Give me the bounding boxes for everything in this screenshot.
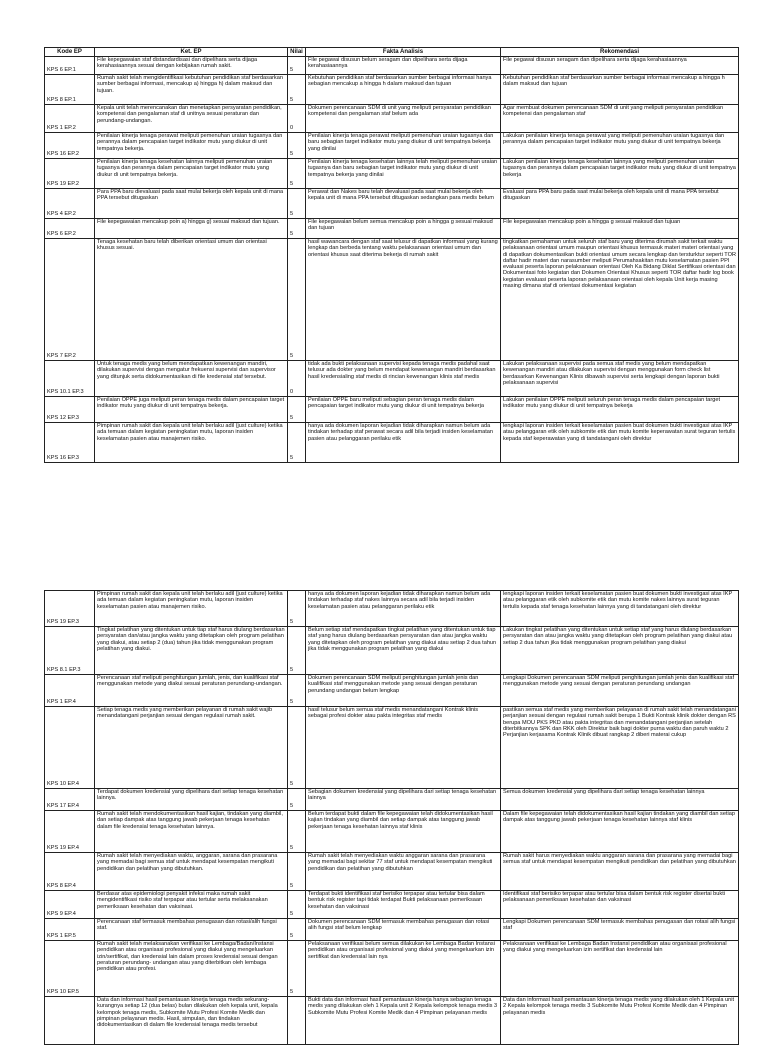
finding-cell: Penilaian OPPE baru meliputi sebagian peran tenaga medis dalam pencapaian target indikator mutu yang diukur di unit tempatnya bekerja [306, 397, 501, 423]
table-row [45, 423, 739, 463]
ep-code-cell: KPS 12 EP.3 [45, 397, 95, 423]
ep-code-cell: KPS 8 EP.1 [45, 75, 95, 105]
header-rekomendasi: Rekomendasi [501, 48, 739, 57]
ep-code-cell: KPS 8 EP.4 [45, 853, 95, 891]
ep-description-cell: Rumah sakit telah mengidentifikasi kebutuhan pendidikan staf berdasarkan sumber berbagai informasi, mencakup a) hingga h) dalam maksud dan tujuan. [95, 75, 288, 105]
header-ket-ep: Ket. EP [95, 48, 288, 57]
recommendation-cell: Lakukan penilaian OPPE meliputi seluruh peran tenaga medis dalam pencapaian target indikator mutu yang diukur di unit tempatnya bekerja [501, 397, 739, 423]
ep-description-cell: Terdapat dokumen kredensial yang dipelihara dari setiap tenaga kesehatan lainnya. [95, 789, 288, 811]
table-row [45, 591, 739, 627]
finding-cell: Pelaksanaan verifikasi belum semua dilakukan ke Lembaga Badan Instansi pendidikan atau organisasi profesional yang diakui yang mengeluarkan izin sertifikat dan kredensial lain nya [306, 941, 501, 997]
ep-description-cell: Data dan informasi hasil pemantauan kinerja tenaga medis sekurang-kurangnya setiap 12 (dua belas) bulan dilakukan oleh kepala unit, kepala kelompok tenaga medis, Subkomite Mutu Profesi Komite Medik dan pimpinan pelayanan medis. Hasil, simpulan, dan tindakan didokumentasikan di dalam file kredensial tenaga medis tersebut [95, 997, 288, 1045]
table-row [45, 675, 739, 707]
ep-description-cell: Rumah sakit telah melaksanakan verifikasi ke Lembaga/Badan/Instansi pendidikan atau organisasi profesional yang diakui yang mengeluarkan izin/sertifikat, dan kredensial lain dalam proses kredensial sesuai dengan peraturan perundang- undangan atau yang diterbitkan oleh lembaga pendidikan atau profesi. [95, 941, 288, 997]
table-row [45, 707, 739, 789]
score-cell [288, 997, 306, 1045]
recommendation-cell: Agar membuat dokumen perencanaan SDM di unit yang meliputi persyaratan pendidikan kompetensi dan pengalaman staf [501, 105, 739, 133]
finding-cell: Perawat dan Nakes baru telah dievaluasi pada saat mulai bekerja oleh kepala unit di mana PPA tersebut ditugaskan sedangkan para medis belum [306, 189, 501, 219]
ep-description-cell: Perencanaan staf termasuk membahas penugasan dan rotasi/alih fungsi staf. [95, 919, 288, 941]
score-cell: 5 [288, 941, 306, 997]
ep-code-cell: KPS 1 EP.4 [45, 675, 95, 707]
ep-code-cell: KPS 19 EP.4 [45, 811, 95, 853]
recommendation-cell: Lakukan tingkat pelatihan yang ditentukan untuk setiap staf yang harus diulang berdasarkan persyaratan dan atau jangka waktu yang ditetapkan oleh program pelatihan yang diakui atau setiap 2 dua tahun jika tidak menggunakan program pelatihan yang diakui [501, 627, 739, 675]
recommendation-cell: Semua dokumen kredensial yang dipelihara dari setiap tenaga kesehatan lainnya [501, 789, 739, 811]
finding-cell: File pegawai disusun belum seragam dan dipelihara serta dijaga kerahasiaannya [306, 57, 501, 75]
header-fakta-analisis: Fakta Analisis [306, 48, 501, 57]
recommendation-cell: Lengkapi Dokumen perencanaan SDM termasuk membahas penugasan dan rotasi alih fungsi staf [501, 919, 739, 941]
ep-description-cell: Berdasar atas epidemiologi penyakit infeksi maka rumah sakit mengidentifikasi risiko staf terpapar atau tertular serta melaksanakan pemeriksaan kesehatan dan vaksinasi. [95, 891, 288, 919]
recommendation-cell: Lakukan penilaian kinerja tenaga perawat yang meliputi pemenuhan uraian tugasnya dan perannya dalam pencapaian target indikator mutu yang diukur di unit tempatnya bekerja [501, 133, 739, 159]
score-cell: 0 [288, 105, 306, 133]
ep-description-cell: Rumah sakit telah mendokumentasikan hasil kajian, tindakan yang diambil, dan setiap dampak atas tanggung jawab pekerjaan tenaga kesehatan dalam file kredensial tenaga kesehatan lainnya. [95, 811, 288, 853]
recommendation-cell: Pelaksanaan verifikasi ke Lembaga Badan Instansi pendidikan atau organisasi profesional yang diakui yang mengeluarkan izin sertifikat dan kredensial lain [501, 941, 739, 997]
table-row [45, 853, 739, 891]
recommendation-cell: Dalam file kepegawaian telah didokumentasikan hasil kajian tindakan yang diambil dan setiap dampak atas tanggung jawab pekerjaan tenaga kesehatan lainnya staf klinis [501, 811, 739, 853]
ep-description-cell: Penilaian kinerja tenaga kesehatan lainnya meliputi pemenuhan uraian tugasnya dan perannya dalam pencapaian target indikator mutu yang diukur di unit tempatnya bekerja. [95, 159, 288, 189]
recommendation-cell: lengkapi laporan insiden terkait keselamatan pasien buat dokumen bukti investigasi atas IKP atau pelanggaran etik oleh subkomite etik dan mutu komite keperawatan surat teguran tertulis kepada staf keperawatan yang di tandatangani oleh direktur [501, 423, 739, 463]
ep-code-cell: KPS 10 EP.5 [45, 941, 95, 997]
score-cell: 5 [288, 423, 306, 463]
ep-code-cell: KPS 1 EP.2 [45, 105, 95, 133]
recommendation-cell: Lengkapi Dokumen perencanaan SDM meliputi penghitungan jumlah jenis dan kualifikasi staf menggunakan metode yang sesuai dengan peraturan perundang undangan [501, 675, 739, 707]
recommendation-cell: pastikan semua staf medis yang memberikan pelayanan di rumah sakit telah menandatangani perjanjian sesuai dengan regulasi rumah sakit berupa 1 Bukti Kontrak klinik dokter dengan RS berupa MOU PKS PKD atau pakta integritas dan menandatangani perjanjian setelah diterbitkannya SPK dan RKK oleh Direktur baik bagi dokter purna waktu dan paruh waktu 2 Perjanjian kerjasama Kontrak Klinik dibuat rangkap 2 diberi materai cukup [501, 707, 739, 789]
recommendation-cell: Kebutuhan pendidikan staf berdasarkan sumber berbagai informasi mencakup a hingga h dalam maksud dan tujuan [501, 75, 739, 105]
finding-cell: Penilaian kinerja tenaga kesehatan lainnya telah meliputi pemenuhan uraian tugasnya dan baru sebagian target indikator mutu yang diukur di unit tempatnya bekerja yang dinilai [306, 159, 501, 189]
table-row [45, 105, 739, 133]
header-nilai: Nilai [288, 48, 306, 57]
table-row [45, 189, 739, 219]
finding-cell: tidak ada bukti pelaksanaan supervisi kepada tenaga medis padahal saat telusur ada dokter yang belum mendapat kewenangan mandiri berdasarkan hasil kredensialing staf medis di rincian kewenangan klinis staf medis [306, 361, 501, 397]
finding-cell: Penilaian kinerja tenaga perawat meliputi pemenuhan uraian tugasnya dan baru sebagian target indikator mutu yang diukur di unit tempatnya bekerja yang dinilai [306, 133, 501, 159]
score-cell: 5 [288, 57, 306, 75]
recommendation-cell: Identifikasi staf berisiko terpapar atau tertular bisa dalam bentuk risk register disertai bukti pelaksanaan pemeriksaan kesehatan dan vaksinasi [501, 891, 739, 919]
recommendation-cell: Data dan informasi hasil pemantauan kinerja tenaga medis yang dilakukan oleh 1 Kepala unit 2 Kepala kelompok tenaga medis 3 Subkomite Mutu Profesi Komite Medik dan 4 Pimpinan pelayanan medis [501, 997, 739, 1045]
table-row [45, 997, 739, 1045]
finding-cell: File kepegawaian belum semua mencakup poin a hingga g sesuai maksud dan tujuan [306, 219, 501, 239]
ep-code-cell: KPS 10.1 EP.3 [45, 361, 95, 397]
ep-description-cell: Penilaian OPPE juga meliputi peran tenaga medis dalam pencapaian target indikator mutu yang diukur di unit tempatnya bekerja. [95, 397, 288, 423]
findings-table-top [44, 47, 739, 463]
finding-cell: Kebutuhan pendidikan staf berdasarkan sumber berbagai informasi hanya sebagian mencakup a hingga h dalam maksud dan tujuan [306, 75, 501, 105]
score-cell: 5 [288, 811, 306, 853]
finding-cell: hasil telusur belum semua staf medis menandatangani Kontrak klinis sebagai profesi dokter atau pakta integritas staf medis [306, 707, 501, 789]
ep-code-cell: KPS 16 EP.3 [45, 423, 95, 463]
finding-cell: Sebagian dokumen kredensial yang dipelihara dari setiap tenaga kesehatan lainnya [306, 789, 501, 811]
header-row [45, 48, 739, 57]
score-cell: 5 [288, 397, 306, 423]
ep-description-cell: Tingkat pelatihan yang ditentukan untuk tiap staf harus diulang berdasarkan persyaratan dan/atau jangka waktu yang ditetapkan oleh program pelatihan yang diakui, atau setiap 2 (dua) tahun jika tidak menggunakan program pelatihan yang diakui. [95, 627, 288, 675]
score-cell: 5 [288, 919, 306, 941]
score-cell: 5 [288, 675, 306, 707]
table-row [45, 75, 739, 105]
finding-cell: Belum setiap staf mendapatkan tingkat pelatihan yang ditentukan untuk tiap staf yang harus diulang berdasarkan persyaratan dan atau jangka waktu yang ditetapkan oleh program pelatihan yang diakui atau setiap 2 dua tahun jika tidak menggunakan program pelatihan yang diakui [306, 627, 501, 675]
score-cell: 0 [288, 361, 306, 397]
table-row [45, 219, 739, 239]
ep-code-cell: KPS 8.1 EP.3 [45, 627, 95, 675]
ep-description-cell: Pimpinan rumah sakit dan kepala unit telah berlaku adil (just culture) ketika ada temuan dalam kegiatan peningkatan mutu, laporan insiden keselamatan pasien atau manajemen risiko. [95, 423, 288, 463]
ep-code-cell: KPS 4 EP.2 [45, 189, 95, 219]
score-cell: 5 [288, 133, 306, 159]
table-row [45, 891, 739, 919]
recommendation-cell: lengkapi laporan insiden terkait keselamatan pasien buat dokumen bukti investigasi atas IKP atau pelanggaran etik oleh subkomite etik dan mutu komite nakes lainnya surat teguran tertulis kepada staf tenaga kesehatan lainnya yang di tandatangani oleh direktur [501, 591, 739, 627]
ep-description-cell: Perencanaan staf meliputi penghitungan jumlah, jenis, dan kualifikasi staf menggunakan metode yang diakui sesuai peraturan perundang-undangan. [95, 675, 288, 707]
table-row [45, 57, 739, 75]
score-cell: 5 [288, 627, 306, 675]
finding-cell: Belum terdapat bukti dalam file kepegawaian telah didokumentasikan hasil kajian tindakan yang diambil dan setiap dampak atas tanggung jawab pekerjaan tenaga kesehatan lainnya staf klinis [306, 811, 501, 853]
finding-cell: Rumah sakit telah menyediakan waktu anggaran sarana dan prasarana yang memadai bagi sekitar 77 staf untuk mendapat kesempatan mengikuti pendidikan dan pelatihan yang dibutuhkan [306, 853, 501, 891]
ep-code-cell: KPS 10 EP.4 [45, 707, 95, 789]
ep-code-cell: KPS 6 EP.2 [45, 219, 95, 239]
score-cell: 5 [288, 789, 306, 811]
ep-code-cell: KPS 1 EP.5 [45, 919, 95, 941]
finding-cell: hasil wawancara dengan staf saat telusur di dapatkan informasi yang kurang lengkap dan berbeda tentang waktu pelaksanaan orientasi umum dan orientasi khusus saat diterima bekerja di rumah sakit [306, 239, 501, 361]
recommendation-cell: File kepegawaian mencakup poin a hingga g sesuai maksud dan tujuan [501, 219, 739, 239]
recommendation-cell: Evaluasi para PPA baru pada saat mulai bekerja oleh kepala unit di mana PPA tersebut ditugaskan [501, 189, 739, 219]
ep-code-cell: KPS 16 EP.2 [45, 133, 95, 159]
finding-cell: Dokumen perencanaan SDM meliputi penghitungan jumlah jenis dan kualifikasi staf menggunakan metode yang sesuai dengan peraturan perundang undangan belum lengkap [306, 675, 501, 707]
findings-table-bottom [44, 590, 739, 1045]
ep-code-cell: KPS 7 EP.2 [45, 239, 95, 361]
score-cell: 5 [288, 189, 306, 219]
table-row [45, 789, 739, 811]
table-row [45, 361, 739, 397]
ep-description-cell: Penilaian kinerja tenaga perawat meliputi pemenuhan uraian tugasnya dan perannya dalam pencapaian target indikator mutu yang diukur di unit tempatnya bekerja. [95, 133, 288, 159]
ep-description-cell: Untuk tenaga medis yang belum mendapatkan kewenangan mandiri, dilakukan supervisi dengan mengatur frekuensi supervisi dan supervisor yang ditunjuk serta didokumentasikan di file kredensial staf tersebut. [95, 361, 288, 397]
table-row [45, 919, 739, 941]
finding-cell: Dokumen perencanaan SDM termasuk membahas penugasan dan rotasi alih fungsi staf belum lengkap [306, 919, 501, 941]
finding-cell: Dokumen perencanaan SDM di unit yang meliputi persyaratan pendidikan kompetensi dan pengalaman staf belum ada [306, 105, 501, 133]
ep-code-cell: KPS 17 EP.4 [45, 789, 95, 811]
table-row [45, 811, 739, 853]
table-row [45, 159, 739, 189]
score-cell: 5 [288, 219, 306, 239]
finding-cell: Terdapat bukti identifikasi staf berisiko terpapar atau tertular bisa dalam bentuk risk register tapi tidak terdapat Bukti pelaksanaan pemeriksaan kesehatan dan vaksinasi [306, 891, 501, 919]
score-cell: 5 [288, 239, 306, 361]
header-kode-ep: Kode EP [45, 48, 95, 57]
recommendation-cell: tingkatkan pemahaman untuk seluruh staf baru yang diterima dirumah sakit terkait waktu pelaksanaan orientasi umum maupun orientasi khusus termasuk materi materi orientasi yang di dapatkan dokumentasikan bukti orientasi umum secara lengkap dan tersturktur seperti TOR daftar hadir materi dan narasumber meliputi Perumahsakitan mutu keselamatan pasien PPI evaluasi peserta laporan pelaksanaan orientasi Oleh Ka Bidang Diklat Sertifikasi orientasi dan Dokumentasi foto kegiatan dan Dokumen Orientasi Khusus seperti TOR daftar hadir log book kegiatan evaluasi peserta laporan pelaksanaan orientasi oleh kepala Unit kerja masing masing dimana staf di orientasi dokumentasi kegiatan [501, 239, 739, 361]
ep-description-cell: Setiap tenaga medis yang memberikan pelayanan di rumah sakit wajib menandatangani perjanjian sesuai dengan regulasi rumah sakit. [95, 707, 288, 789]
table-row [45, 133, 739, 159]
finding-cell: hanya ada dokumen laporan kejadian tidak diharapkan namun belum ada tindakan terhadap staf perawat secara adil bila terjadi insiden keselamatan pasien atau pelanggaran perilaku etik [306, 423, 501, 463]
ep-description-cell: File kepegawaian mencakup poin a) hingga g) sesuai maksud dan tujuan. [95, 219, 288, 239]
ep-code-cell [45, 997, 95, 1045]
score-cell: 5 [288, 707, 306, 789]
recommendation-cell: Lakukan penilaian kinerja tenaga kesehatan lainnya yang meliputi pemenuhan uraian tugasnya dan perannya dalam pencapaian target indikator mutu yang diukur di unit tempatnya bekerja [501, 159, 739, 189]
ep-description-cell: Pimpinan rumah sakit dan kepala unit telah berlaku adil (just culture) ketika ada temuan dalam kegiatan peningkatan mutu, laporan insiden keselamatan pasien atau manajemen risiko. [95, 591, 288, 627]
score-cell: 5 [288, 891, 306, 919]
finding-cell: Bukti data dan informasi hasil pemantauan kinerja hanya sebagian tenaga medis yang dilakukan oleh 1 Kepala unit 2 Kepala kelompok tenaga medis 3 Subkomite Mutu Profesi Komite Medik dan 4 Pimpinan pelayanan medis [306, 997, 501, 1045]
recommendation-cell: Lakukan pelaksanaan supervisi pada semua staf medis yang belum mendapatkan kewenangan mandiri atau dilakukan supervisi dengan menggunakan form check list berdasarkan Kewenangan Klinis dibawah supervisi serta lengkapi dengan laporan bukti pelaksanaan supervisi [501, 361, 739, 397]
ep-description-cell: File kepegawaian staf distandardisasi dan dipelihara serta dijaga kerahasiaannya sesuai dengan kebijakan rumah sakit. [95, 57, 288, 75]
ep-code-cell: KPS 6 EP.1 [45, 57, 95, 75]
recommendation-cell: File pegawai disusun seragam dan dipelihara serta dijaga kerahasiaannya [501, 57, 739, 75]
score-cell: 5 [288, 75, 306, 105]
ep-description-cell: Kepala unit telah merencanakan dan menetapkan persyaratan pendidikan, kompetensi dan pengalaman staf di unitnya sesuai peraturan dan perundang-undangan. [95, 105, 288, 133]
table-row [45, 941, 739, 997]
score-cell: 5 [288, 853, 306, 891]
table-row [45, 239, 739, 361]
table-row [45, 627, 739, 675]
finding-cell: hanya ada dokumen laporan kejadian tidak diharapkan namun belum ada tindakan terhadap staf nakes lainnya secara adil bila terjadi insiden keselamatan pasien atau pelanggaran perilaku etik [306, 591, 501, 627]
score-cell: 5 [288, 591, 306, 627]
ep-code-cell: KPS 19 EP.3 [45, 591, 95, 627]
ep-code-cell: KPS 19 EP.2 [45, 159, 95, 189]
table-row [45, 397, 739, 423]
ep-description-cell: Rumah sakit telah menyediakan waktu, anggaran, sarana dan prasarana yang memadai bagi semua staf untuk mendapat kesempatan mengikuti pendidikan dan pelatihan yang dibutuhkan. [95, 853, 288, 891]
ep-description-cell: Para PPA baru dievaluasi pada saat mulai bekerja oleh kepala unit di mana PPA tersebut ditugaskan [95, 189, 288, 219]
ep-code-cell: KPS 9 EP.4 [45, 891, 95, 919]
score-cell: 5 [288, 159, 306, 189]
recommendation-cell: Rumah sakit harus menyediakan waktu anggaran sarana dan prasarana yang memadai bagi semua staf untuk mendapat kesempatan mengikuti pendidikan dan pelatihan yang dibutuhkan [501, 853, 739, 891]
ep-description-cell: Tenaga kesehatan baru telah diberikan orientasi umum dan orientasi khusus sesuai. [95, 239, 288, 361]
